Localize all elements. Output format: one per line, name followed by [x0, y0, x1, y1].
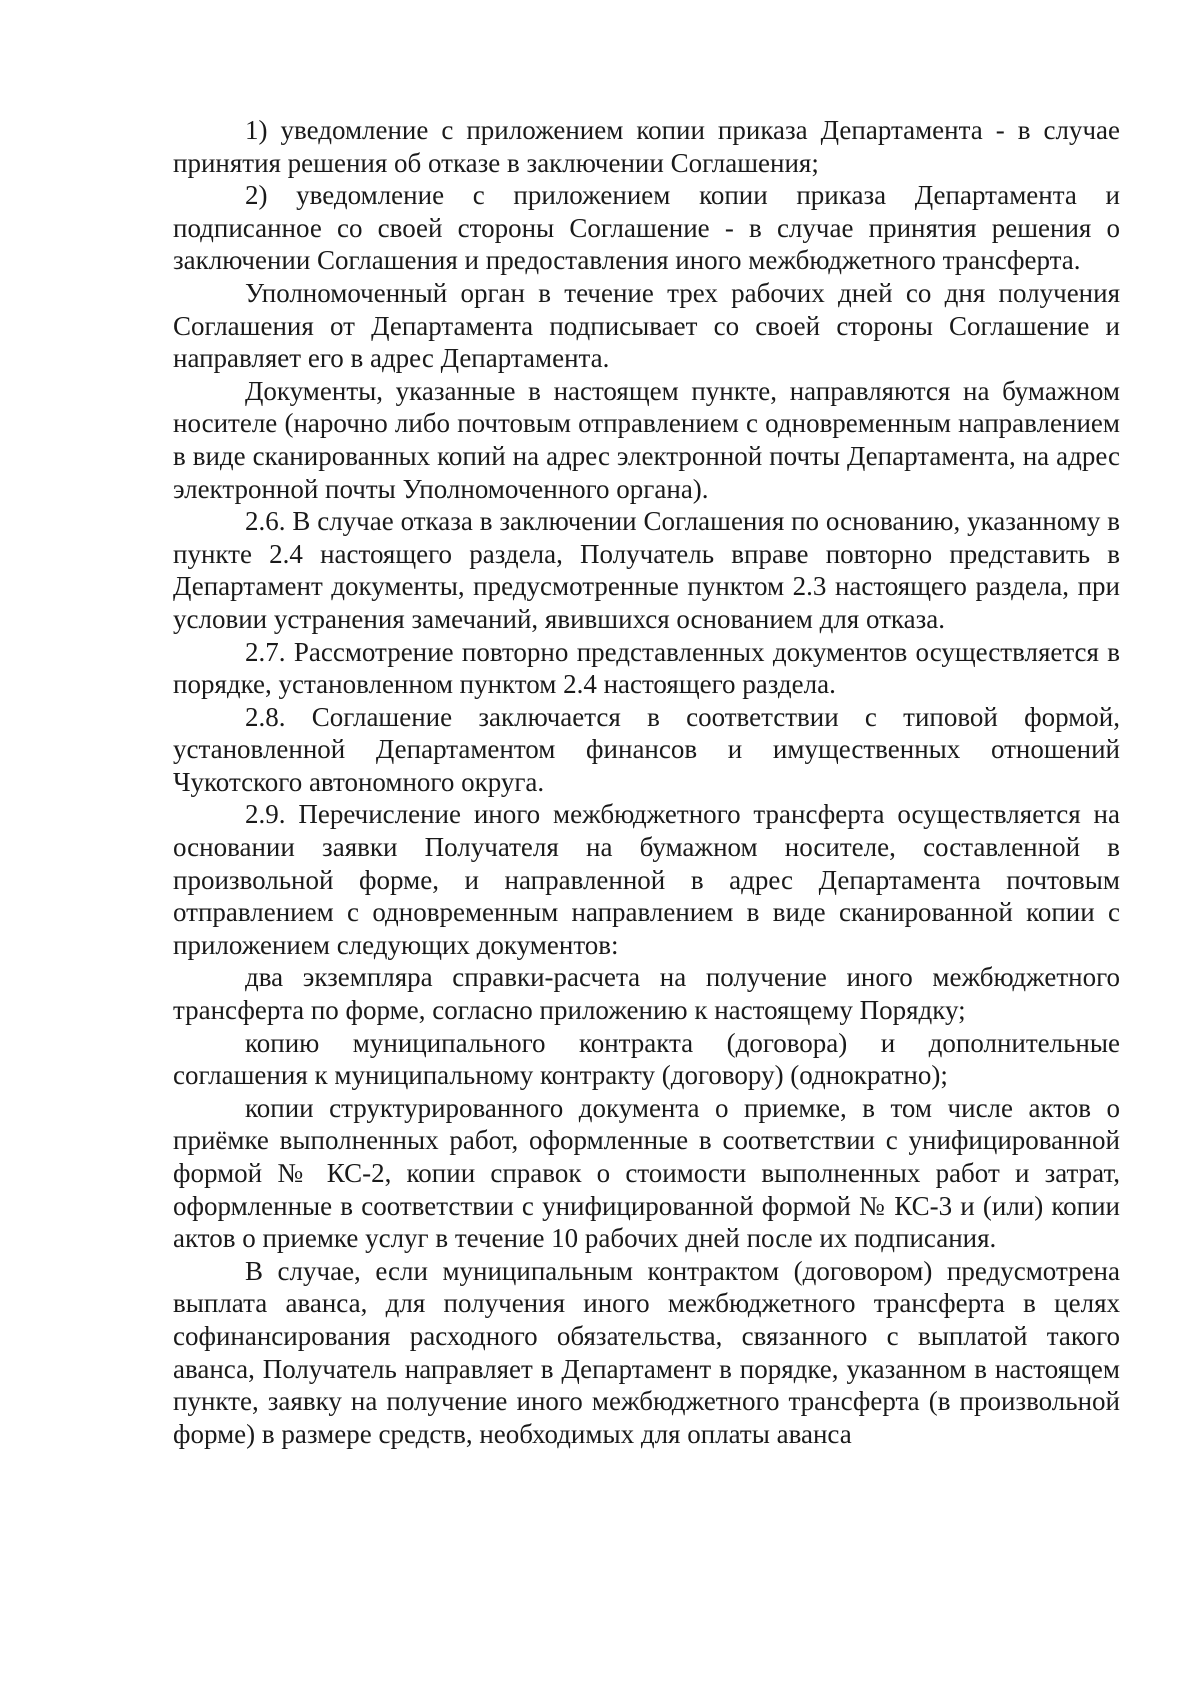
- paragraph-2-6: 2.6. В случае отказа в заключении Соглашения по основанию, указанному в пункте 2.4 настоящего раздела, Получатель вправе повторно представить в Департамент документы, предусмотренные пунктом 2.3 настоящего раздела, при условии устранения замечаний, явившихся основанием для отказа.: [173, 506, 1120, 634]
- paragraph-2-8: 2.8. Соглашение заключается в соответствии с типовой формой, установленной Департаментом финансов и имущественных отношений Чукотского автономного округа.: [173, 701, 1120, 797]
- paragraph-advance-payment: В случае, если муниципальным контрактом (договором) предусмотрена выплата аванса, для получения иного межбюджетного трансферта в целях софинансирования расходного обязательства, связанного с выплатой такого аванса, Получатель направляет в Департамент в порядке, указанном в настоящем пункте, заявку на получение иного межбюджетного трансферта (в произвольной форме) в размере средств, необходимых для оплаты аванса: [173, 1255, 1120, 1449]
- document-body: [173, 114, 1120, 1450]
- paragraph-list-item-contract: копию муниципального контракта (договора) и дополнительные соглашения к муниципальному контракту (договору) (однократно);: [173, 1027, 1120, 1091]
- paragraph-documents-sending: Документы, указанные в настоящем пункте, направляются на бумажном носителе (нарочно либо почтовым отправлением с одновременным направлением в виде сканированных копий на адрес электронной почты Департамента, на адрес электронной почты Уполномоченного органа).: [173, 375, 1120, 504]
- paragraph-2-7: 2.7. Рассмотрение повторно представленных документов осуществляется в порядке, установленном пунктом 2.4 настоящего раздела.: [173, 636, 1120, 700]
- paragraph-list-item-calculation: два экземпляра справки-расчета на получение иного межбюджетного трансферта по форме, согласно приложению к настоящему Порядку;: [173, 962, 1120, 1026]
- paragraph-list-item-acceptance: копии структурированного документа о приемке, в том числе актов о приёмке выполненных работ, оформленные в соответствии с унифицированной формой № КС-2, копии справок о стоимости выполненных работ и затрат, оформленные в соответствии с унифицированной формой № КС-3 и (или) копии актов о приемке услуг в течение 10 рабочих дней после их подписания.: [173, 1092, 1120, 1254]
- paragraph-authorized-body: Уполномоченный орган в течение трех рабочих дней со дня получения Соглашения от Департамента подписывает со своей стороны Соглашение и направляет его в адрес Департамента.: [173, 277, 1120, 374]
- paragraph-2-9: 2.9. Перечисление иного межбюджетного трансферта осуществляется на основании заявки Получателя на бумажном носителе, составленной в произвольной форме, и направленной в адрес Департамента почтовым отправлением с одновременным направлением в виде сканированной копии с приложением следующих документов:: [173, 799, 1120, 960]
- paragraph-2-notice-conclusion: 2) уведомление с приложением копии приказа Департамента и подписанное со своей стороны Соглашение - в случае принятия решения о заключении Соглашения и предоставления иного межбюджетного трансферта.: [173, 180, 1120, 276]
- paragraph-1-notice-refusal: 1) уведомление с приложением копии приказа Департамента - в случае принятия решения об отказе в заключении Соглашения;: [173, 115, 1120, 178]
